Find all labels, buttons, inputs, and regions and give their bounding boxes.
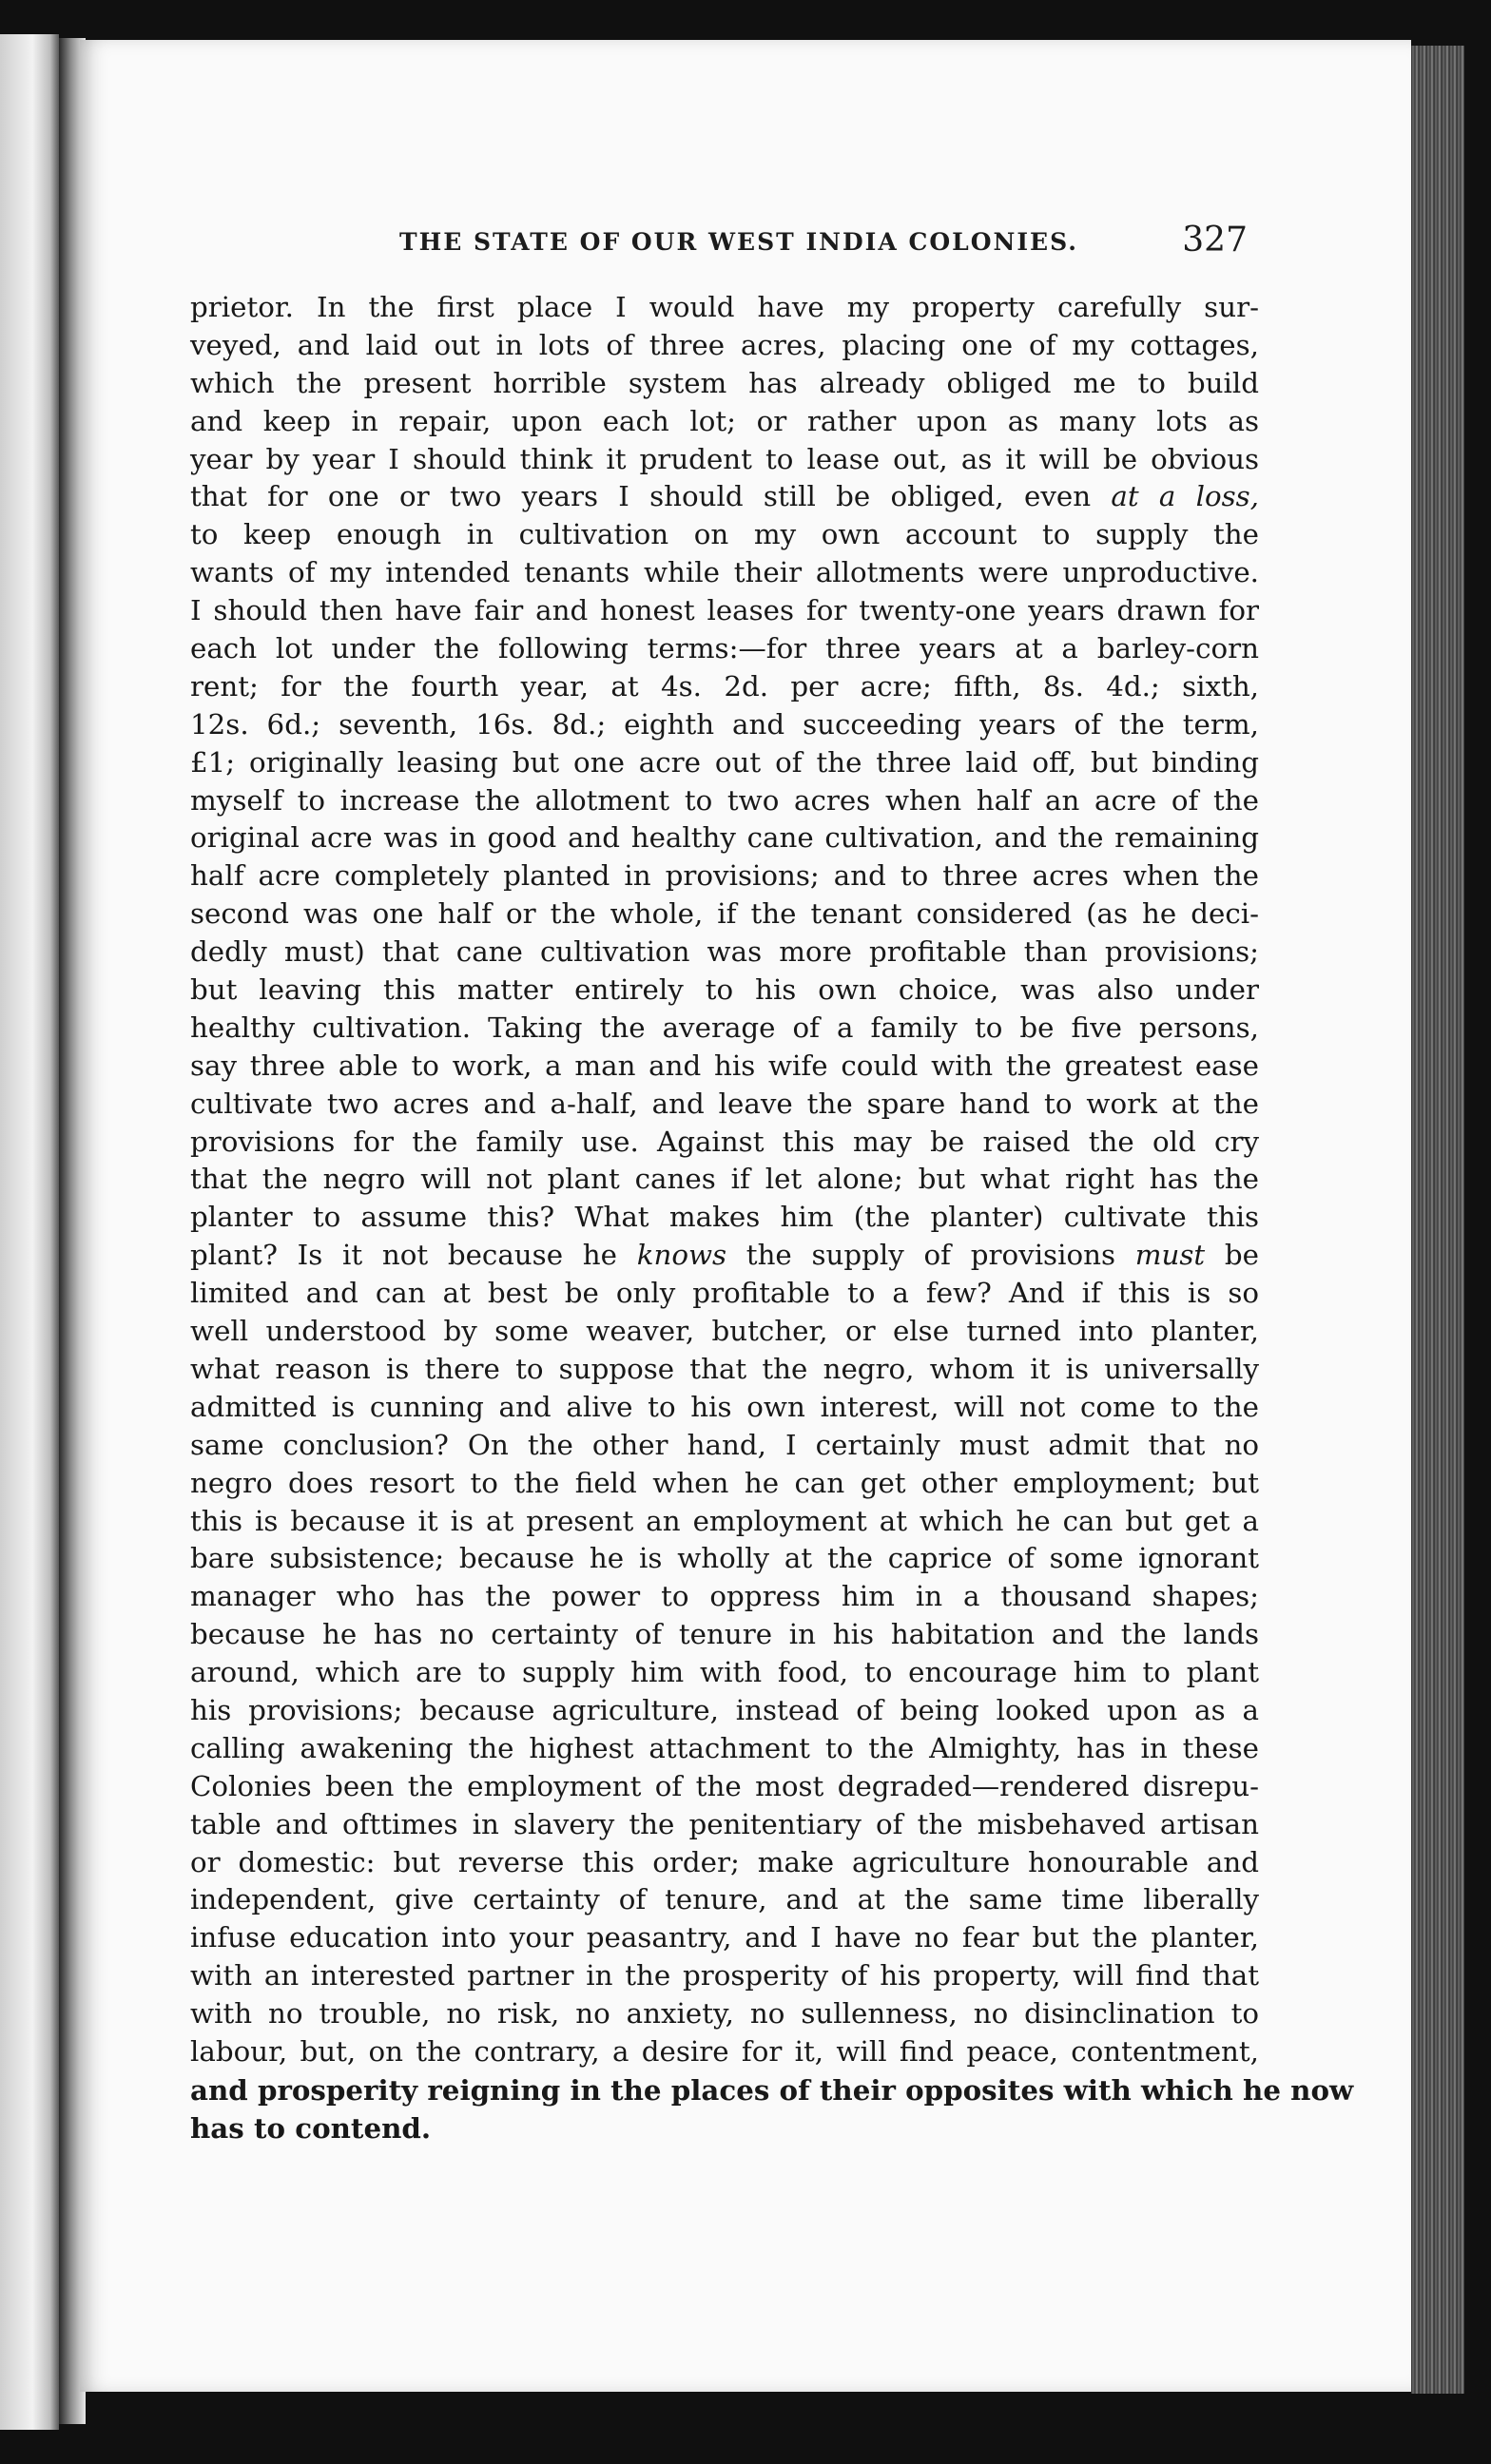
text-line <box>190 1010 1259 1048</box>
text-line <box>190 782 1259 820</box>
text-line <box>190 1578 1259 1616</box>
text-line <box>190 819 1259 857</box>
text-line <box>190 1313 1259 1351</box>
text-line <box>190 2109 1259 2147</box>
text-line <box>190 1199 1259 1237</box>
text-segment: labour, but, on the contrary, a desire for it, will find peace, contentment, <box>190 2034 1259 2068</box>
text-segment: because he has no certainty of tenure in his habitation and the lands <box>190 1618 1259 1651</box>
text-line <box>190 2033 1259 2071</box>
text-line <box>190 1124 1259 1162</box>
text-segment: to keep enough in cultivation on my own account to supply the <box>190 518 1259 551</box>
text-line <box>190 1161 1259 1199</box>
text-segment: dedly must) that cane cultivation was more profitable than provisions; <box>190 935 1259 969</box>
italic-phrase: knows <box>636 1239 727 1272</box>
text-line <box>190 289 1259 327</box>
text-segment: I should then have fair and honest leases for twenty-one years drawn for <box>190 594 1259 627</box>
text-segment: well understood by some weaver, butcher, or else turned into planter, <box>190 1315 1259 1348</box>
text-line <box>190 441 1259 479</box>
text-segment: table and ofttimes in slavery the penitentiary of the misbehaved artisan <box>190 1807 1259 1840</box>
text-segment: that for one or two years I should still be obliged, even <box>190 480 1112 513</box>
text-segment: which the present horrible system has already obliged me to build <box>190 366 1259 399</box>
text-segment: bare subsistence; because he is wholly at the caprice of some ignorant <box>190 1542 1259 1575</box>
text-line <box>190 1237 1259 1275</box>
text-segment: same conclusion? On the other hand, I certainly must admit that no <box>190 1428 1259 1461</box>
text-line <box>190 1957 1259 1995</box>
text-segment: say three able to work, a man and his wife could with the greatest ease <box>190 1049 1259 1082</box>
running-head <box>190 207 1248 268</box>
text-line <box>190 1730 1259 1768</box>
text-segment: negro does resort to the field when he can get other employment; but <box>190 1466 1259 1499</box>
text-line <box>190 1540 1259 1578</box>
text-segment: this is because it is at present an employment at which he can but get a <box>190 1504 1259 1537</box>
text-line <box>190 365 1259 403</box>
page-number: 327 <box>1182 221 1248 260</box>
text-segment: admitted is cunning and alive to his own interest, will not come to the <box>190 1390 1259 1423</box>
text-segment: calling awakening the highest attachment to the Almighty, has in these <box>190 1731 1259 1764</box>
text-line <box>190 403 1259 441</box>
text-line <box>190 516 1259 554</box>
text-line <box>190 630 1259 668</box>
page-edges <box>1411 46 1464 2394</box>
text-line <box>190 1351 1259 1389</box>
italic-phrase: must <box>1134 1239 1206 1272</box>
text-line <box>190 857 1259 895</box>
text-line <box>190 592 1259 630</box>
text-segment: Colonies been the employment of the most degraded—rendered disrepu- <box>190 1769 1259 1802</box>
text-line <box>190 1086 1259 1124</box>
text-segment: 12s. 6d.; seventh, 16s. 8d.; eighth and succeeding years of the term, <box>190 707 1259 741</box>
text-segment: but leaving this matter entirely to his own choice, was also under <box>190 973 1259 1007</box>
text-line <box>190 327 1259 365</box>
text-line <box>190 1844 1259 1882</box>
text-segment: what reason is there to suppose that the negro, whom it is universally <box>190 1352 1259 1385</box>
text-line <box>190 1465 1259 1503</box>
text-segment: his provisions; because agriculture, instead of being looked upon as a <box>190 1693 1259 1726</box>
text-line <box>190 554 1259 592</box>
text-segment: healthy cultivation. Taking the average of a family to be five persons, <box>190 1011 1259 1044</box>
text-segment: prietor. In the first place I would have my property carefully sur- <box>190 291 1259 323</box>
text-segment: with no trouble, no risk, no anxiety, no sullenness, no disinclination to <box>190 1997 1259 2031</box>
text-line <box>190 972 1259 1010</box>
text-line <box>190 1768 1259 1806</box>
text-line <box>190 1048 1259 1086</box>
text-segment: has to contend. <box>190 2110 432 2145</box>
text-segment: myself to increase the allotment to two acres when half an acre of the <box>190 783 1259 817</box>
facing-page-edge <box>0 34 59 2430</box>
text-segment: plant? Is it not because he <box>190 1239 637 1272</box>
text-segment: the supply of provisions <box>726 1239 1135 1272</box>
text-line <box>190 1995 1259 2033</box>
text-segment: and prosperity reigning in the places of their opposites with which he now <box>190 2072 1354 2107</box>
text-segment: independent, give certainty of tenure, and at the same time liberally <box>190 1883 1259 1916</box>
text-line <box>190 706 1259 744</box>
text-segment: half acre completely planted in provisions; and to three acres when the <box>190 859 1259 893</box>
text-line <box>190 1692 1259 1730</box>
text-line <box>190 895 1259 934</box>
text-line <box>190 1389 1259 1427</box>
text-segment: around, which are to supply him with food, to encourage him to plant <box>190 1656 1259 1689</box>
text-line <box>190 1881 1259 1919</box>
text-line <box>190 478 1259 516</box>
text-line <box>190 668 1259 706</box>
text-segment: year by year I should think it prudent to lease out, as it will be obvious <box>190 442 1259 475</box>
text-segment: infuse education into your peasantry, and I have no fear but the planter, <box>190 1921 1259 1954</box>
text-line <box>190 2071 1354 2109</box>
text-line <box>190 1503 1259 1541</box>
text-segment: £1; originally leasing but one acre out of the three laid off, but binding <box>190 745 1259 779</box>
text-segment: limited and can at best be only profitable to a few? And if this is so <box>190 1277 1259 1310</box>
text-segment: and keep in repair, upon each lot; or rather upon as many lots as <box>190 404 1259 437</box>
text-segment: second was one half or the whole, if the tenant considered (as he deci- <box>190 897 1259 931</box>
italic-phrase: at a loss, <box>1111 480 1259 513</box>
text-segment: cultivate two acres and a-half, and leave the spare hand to work at the <box>190 1087 1259 1120</box>
text-line <box>190 1654 1259 1692</box>
text-line <box>190 1616 1259 1654</box>
text-segment: veyed, and laid out in lots of three acres, placing one of my cottages, <box>190 328 1259 361</box>
text-segment: planter to assume this? What makes him (the planter) cultivate this <box>190 1201 1259 1234</box>
body-text <box>190 289 1354 2147</box>
running-head-title: THE STATE OF OUR WEST INDIA COLONIES. <box>399 228 1078 256</box>
text-segment: wants of my intended tenants while their allotments were unproductive. <box>190 556 1259 589</box>
text-segment: that the negro will not plant canes if let alone; but what right has the <box>190 1163 1259 1196</box>
text-segment: provisions for the family use. Against this may be raised the old cry <box>190 1125 1259 1158</box>
text-line <box>190 1427 1259 1465</box>
text-line <box>190 934 1259 972</box>
text-segment: manager who has the power to oppress him in a thousand shapes; <box>190 1580 1259 1613</box>
text-segment: each lot under the following terms:—for three years at a barley-corn <box>190 632 1259 665</box>
text-segment: original acre was in good and healthy cane cultivation, and the remaining <box>190 821 1259 855</box>
text-segment: be <box>1205 1239 1260 1272</box>
text-segment: or domestic: but reverse this order; make agriculture honourable and <box>190 1845 1259 1878</box>
text-line <box>190 1806 1259 1844</box>
text-segment: with an interested partner in the prosperity of his property, will find that <box>190 1959 1259 1992</box>
text-line <box>190 1275 1259 1313</box>
text-line <box>190 744 1259 782</box>
text-segment: rent; for the fourth year, at 4s. 2d. per acre; fifth, 8s. 4d.; sixth, <box>190 669 1259 703</box>
text-line <box>190 1919 1259 1957</box>
